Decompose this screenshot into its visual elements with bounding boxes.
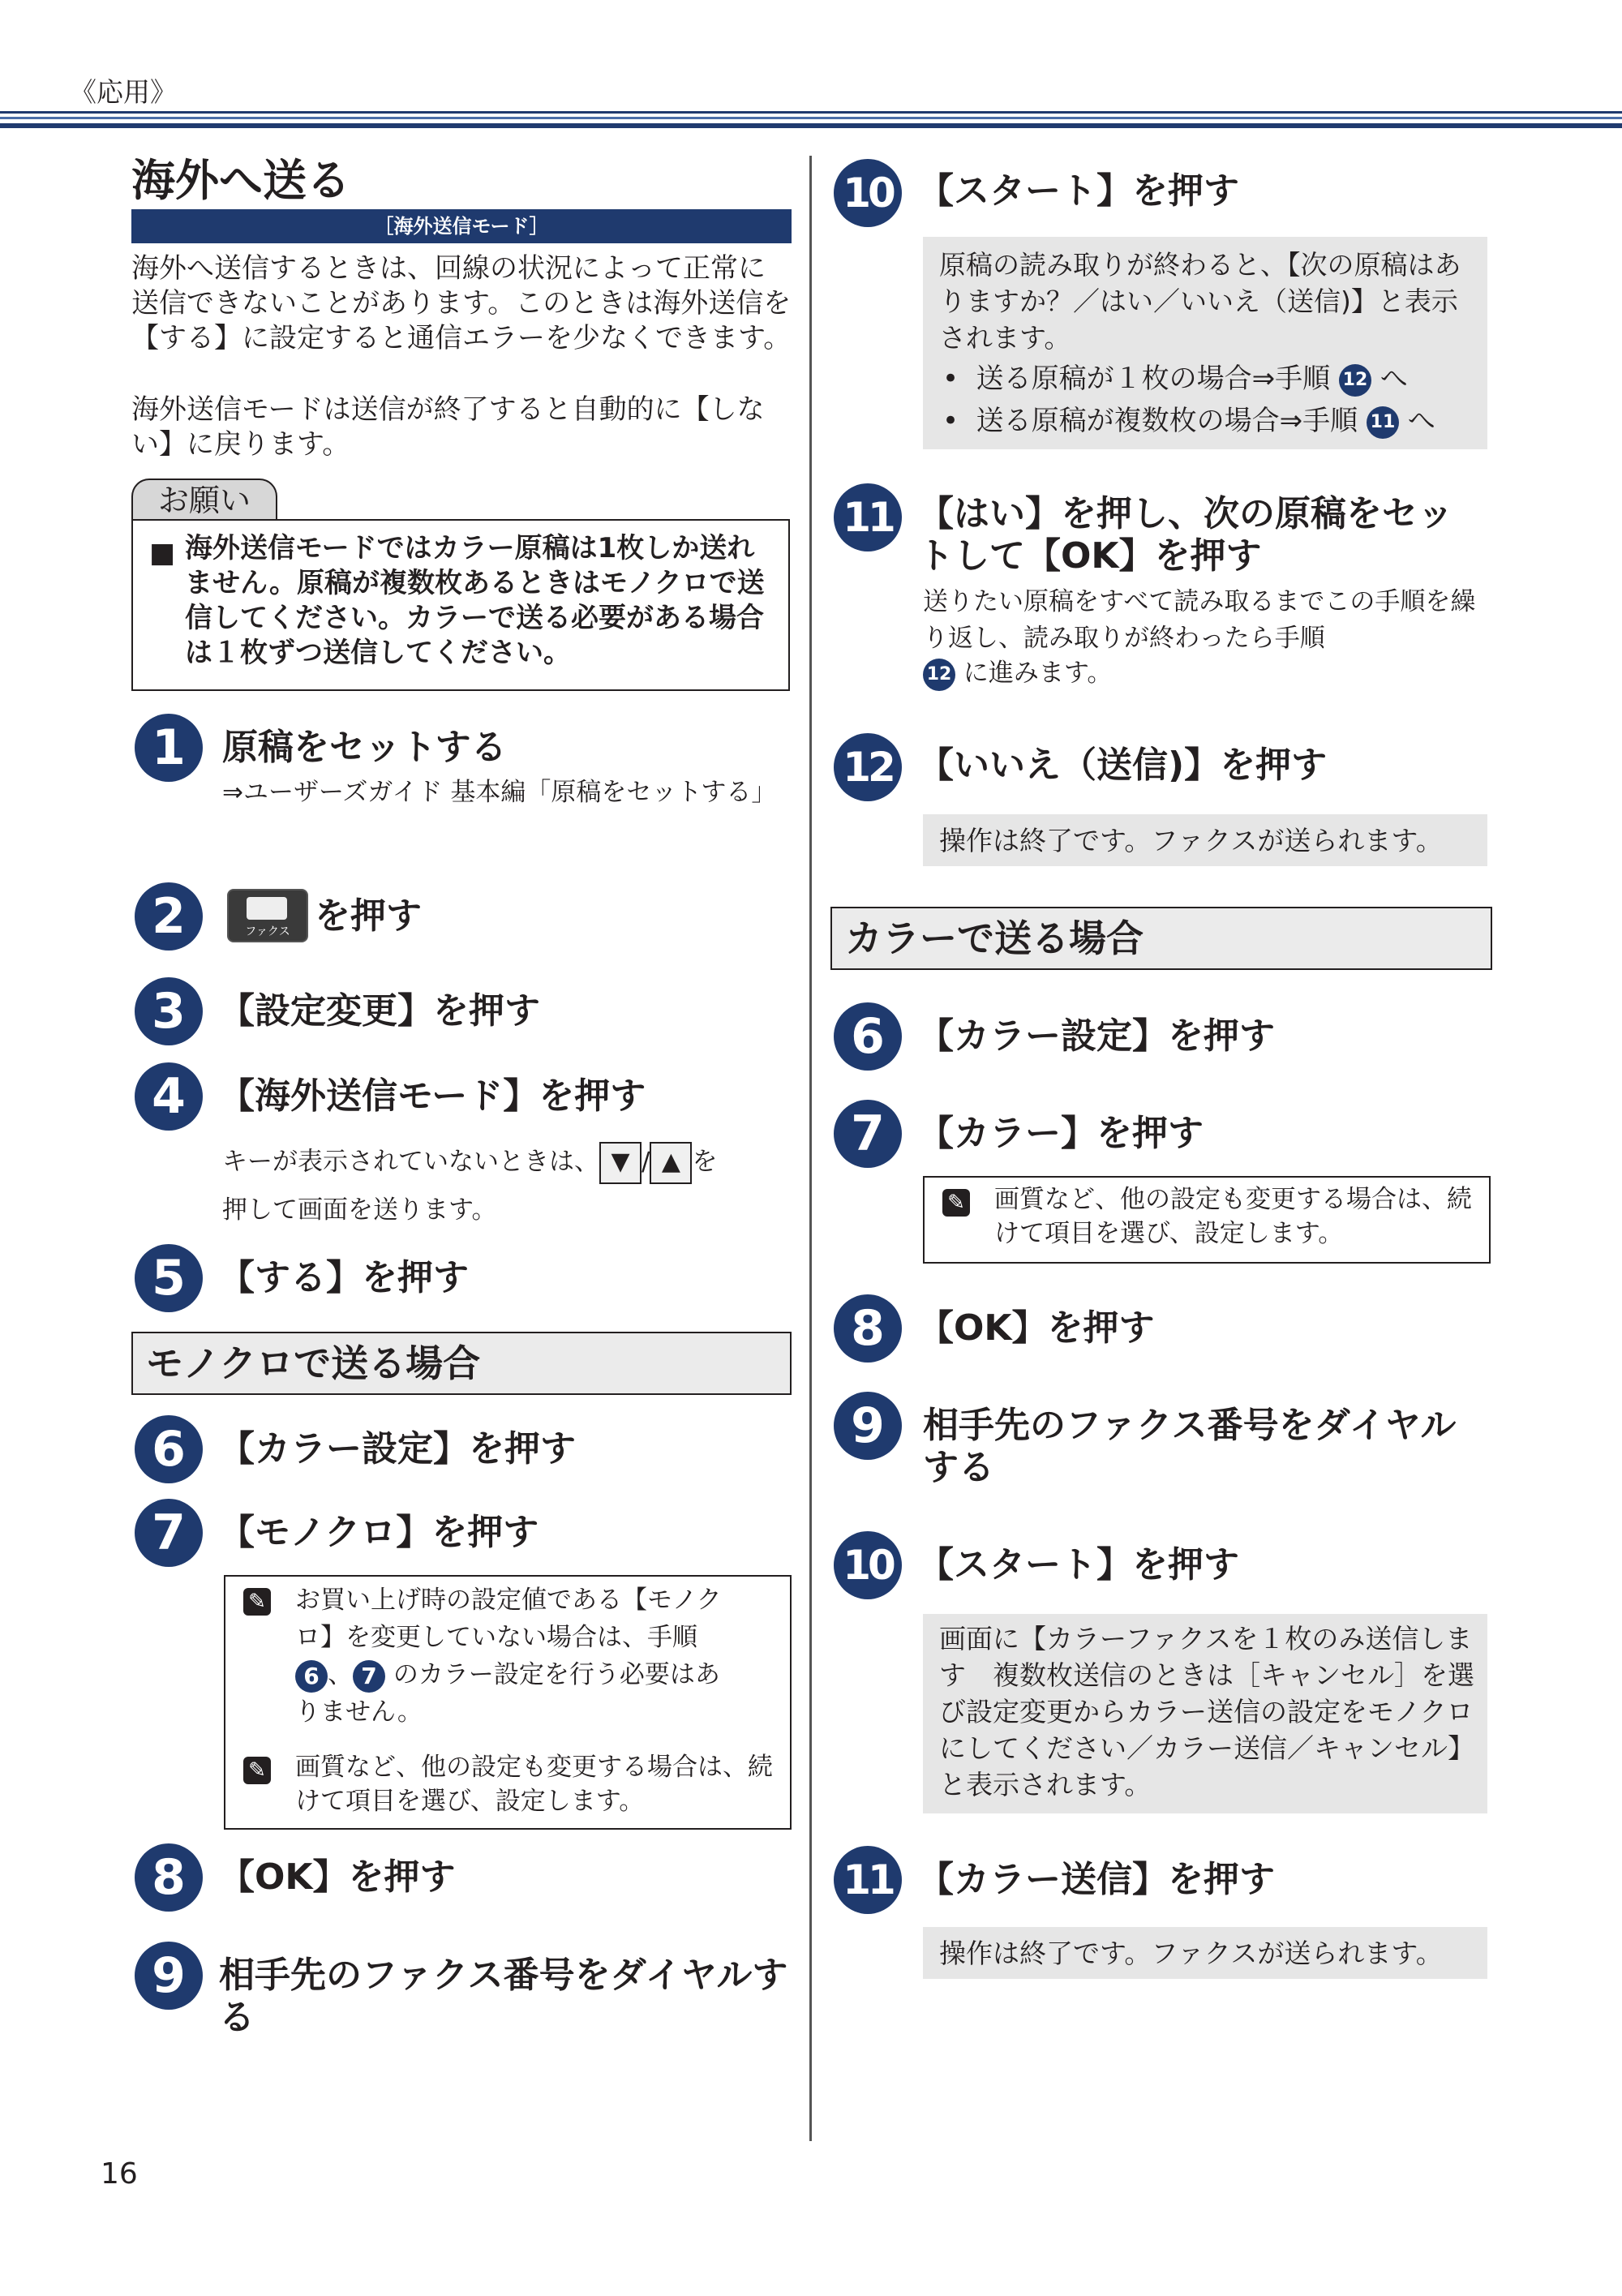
notice-bullet: ■ <box>149 537 176 569</box>
step-number: 8 <box>834 1294 902 1363</box>
bullet-text: 送る原稿が複数枚の場合⇒手順 <box>976 405 1358 437</box>
step-number: 4 <box>135 1062 203 1131</box>
note-text: 画質など、他の設定も変更する場合は、続けて項目を選び、設定します。 <box>994 1185 1472 1248</box>
memo-icon: ✎ <box>243 1757 271 1784</box>
step-title: 【はい】を押し、次の原稿をセットして【OK】を押す <box>918 493 1453 577</box>
header-rule <box>0 117 1622 119</box>
step-ref-badge: 12 <box>923 659 955 691</box>
notice-tab: お願い <box>131 479 277 521</box>
fax-button-icon <box>227 889 308 942</box>
memo-icon: ✎ <box>243 1588 271 1616</box>
mode-bar: ［海外送信モード］ <box>131 209 792 243</box>
step-title: 【スタート】を押す <box>918 1544 1239 1586</box>
step-title: 【OK】を押す <box>219 1856 456 1898</box>
step-title: 【カラー】を押す <box>918 1113 1204 1154</box>
header-label: 《応用》 <box>70 76 177 108</box>
note-text-part: りません。 <box>295 1697 423 1727</box>
bullet-text: 送る原稿が１枚の場合⇒手順 <box>976 363 1331 395</box>
fax-button-label: ファクス <box>245 925 290 938</box>
bullet-text: へ <box>1407 405 1435 437</box>
info-text: 原稿の読み取りが終わると、【次の原稿はありますか？／はい／いいえ（送信)】と表示されます。 <box>939 249 1461 354</box>
note-text <box>295 1581 779 1731</box>
step-number: 11 <box>834 483 902 551</box>
step-title: 【モノクロ】を押す <box>219 1512 539 1553</box>
step-title: 相手先のファクス番号をダイヤルする <box>219 1955 788 2038</box>
note-text-part: ロ】を変更していない場合は、手順 <box>295 1623 697 1652</box>
step-number: 10 <box>834 159 902 227</box>
step-number: 10 <box>834 1531 902 1599</box>
step-description-text: キーが表示されていないときは、 <box>222 1147 599 1177</box>
step-title: 【カラー設定】を押す <box>918 1015 1275 1057</box>
bullet-item: • 送る原稿が１枚の場合⇒手順 12 へ <box>942 363 1408 395</box>
step-title: 【スタート】を押す <box>918 170 1239 212</box>
down-arrow-key-icon: ▼ <box>599 1142 642 1184</box>
header-rule <box>0 111 1622 114</box>
step-description-text: を <box>692 1147 718 1177</box>
step-number: 6 <box>135 1415 203 1483</box>
step-number: 1 <box>135 714 203 782</box>
step-ref-badge: 11 <box>1367 406 1399 439</box>
step-title: を押す <box>315 895 422 937</box>
step-description <box>923 655 1112 692</box>
step-title: 【OK】を押す <box>918 1307 1155 1349</box>
step-description: ⇒ユーザーズガイド 基本編「原稿をセットする」 <box>222 778 777 807</box>
step-title: 【海外送信モード】を押す <box>219 1075 646 1117</box>
step-number: 3 <box>135 977 203 1045</box>
section-heading: カラーで送る場合 <box>830 907 1492 970</box>
step-title: 【カラー送信】を押す <box>918 1859 1275 1900</box>
step-title: 相手先のファクス番号をダイヤルする <box>923 1405 1457 1488</box>
step-title: 【カラー設定】を押す <box>219 1428 576 1470</box>
step-number: 2 <box>135 882 203 951</box>
step-number: 8 <box>135 1843 203 1912</box>
step-number: 6 <box>834 1002 902 1071</box>
step-number: 7 <box>135 1499 203 1567</box>
header-rule <box>0 123 1622 128</box>
step-number: 9 <box>135 1942 203 2010</box>
step-number: 11 <box>834 1846 902 1914</box>
intro-paragraph: 海外送信モードは送信が終了すると自動的に【しない】に戻ります。 <box>131 393 765 461</box>
step-number: 5 <box>135 1244 203 1312</box>
step-title: 【する】を押す <box>219 1257 469 1298</box>
step-title: 【設定変更】を押す <box>219 990 540 1032</box>
step-title: 【いいえ（送信)】を押す <box>918 745 1328 786</box>
info-text: 操作は終了です。ファクスが送られます。 <box>939 825 1443 856</box>
page-title: 海外へ送る <box>131 155 350 206</box>
notice-text: 海外送信モードではカラー原稿は1枚しか送れません。原稿が複数枚あるときはモノクロで送信してください。カラーで送る必要がある場合は１枚ずつ送信してください。 <box>185 532 765 669</box>
column-divider <box>809 156 812 2141</box>
up-arrow-key-icon: ▲ <box>650 1142 692 1184</box>
step-description-text: に進みます。 <box>963 659 1113 688</box>
step-description <box>222 1142 806 1184</box>
step-title: 原稿をセットする <box>222 727 507 768</box>
step-number: 9 <box>834 1392 902 1460</box>
bullet-item: • 送る原稿が複数枚の場合⇒手順 11 へ <box>942 405 1435 437</box>
key-separator: / <box>642 1147 650 1177</box>
section-heading: モノクロで送る場合 <box>131 1332 792 1395</box>
note-text-part: 、 <box>328 1660 353 1689</box>
info-text: 操作は終了です。ファクスが送られます。 <box>939 1938 1443 1969</box>
note-text-part: のカラー設定を行う必要はあ <box>393 1660 720 1689</box>
intro-paragraph: 海外へ送信するときは、回線の状況によって正常に送信できないことがあります。このときは海外送信を【する】に設定すると通信エラーを少なくできます。 <box>131 252 792 354</box>
step-description: 送りたい原稿をすべて読み取るまでこの手順を繰り返し、読み取りが終わったら手順 <box>923 587 1476 653</box>
note-text-part: お買い上げ時の設定値である【モノク <box>295 1586 722 1615</box>
step-description: 押して画面を送ります。 <box>222 1195 497 1225</box>
step-ref-badge: 7 <box>353 1660 385 1693</box>
note-text: 画質など、他の設定も変更する場合は、続けて項目を選び、設定します。 <box>295 1753 773 1816</box>
step-ref-badge: 12 <box>1339 364 1371 397</box>
info-text: 画面に【カラーファクスを１枚のみ送信します 複数枚送信のときは［キャンセル］を選び設定変更からカラー送信の設定をモノクロにしてください／カラー送信／キャンセル】と表示されます。 <box>939 1623 1474 1800</box>
memo-icon: ✎ <box>942 1189 970 1217</box>
bullet-text: へ <box>1380 363 1408 395</box>
step-number: 12 <box>834 733 902 801</box>
page-number: 16 <box>101 2157 138 2191</box>
step-ref-badge: 6 <box>295 1660 328 1693</box>
step-number: 7 <box>834 1100 902 1168</box>
